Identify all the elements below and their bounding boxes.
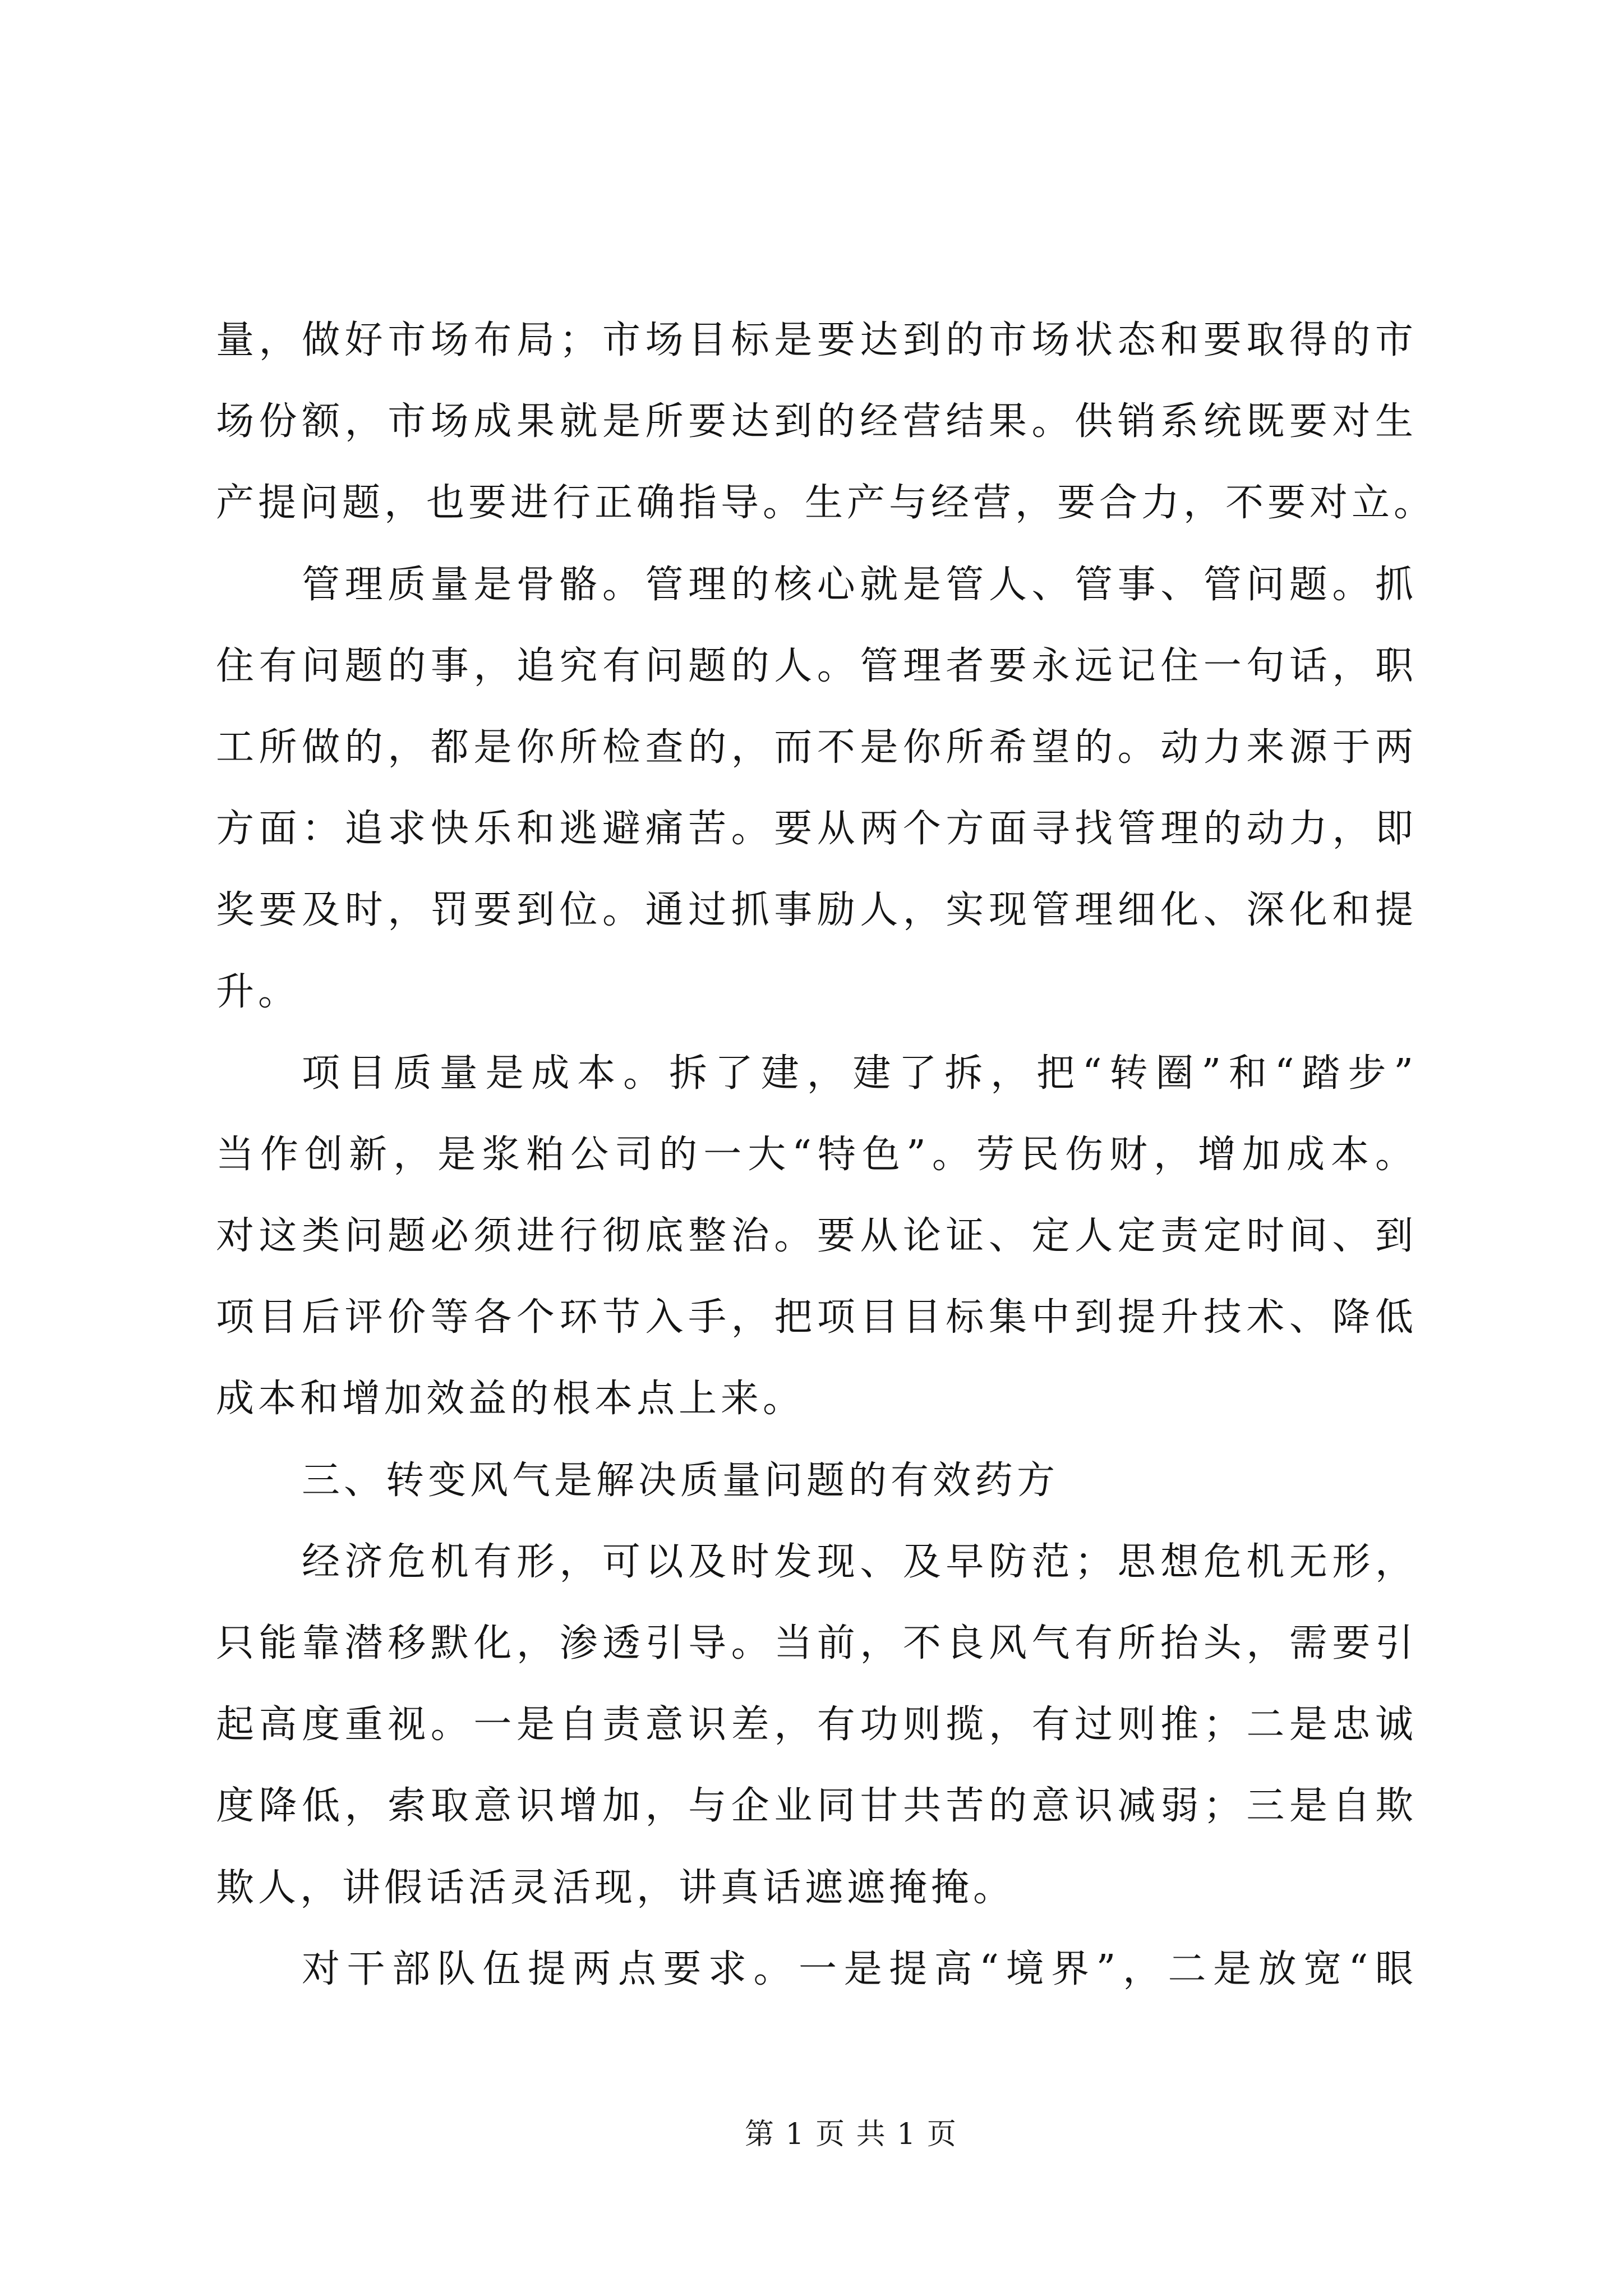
paragraph-first-line: 对干部队伍提两点要求。一是提高“境界”，二是放宽“眼 [302,1947,1417,1991]
paragraph-first-line: 经济危机有形，可以及时发现、及早防范；思想危机无形， [302,1539,1417,1584]
text-line: 度降低，索取意识增加，与企业同甘共苦的意识减弱；三是自欺 [216,1784,1417,1829]
page-number-footer: 第 1 页 共 1 页 [745,2118,957,2151]
text-line: 只能靠潜移默化，渗透引导。当前，不良风气有所抬头，需要引 [216,1621,1417,1665]
text-line: 方面：追求快乐和逃避痛苦。要从两个方面寻找管理的动力，即 [216,807,1417,852]
document-body [216,300,1436,2010]
paragraph-first-line: 项目质量是成本。拆了建，建了拆，把“转圈”和“踏步” [302,1051,1417,1096]
text-line: 产提问题，也要进行正确指导。生产与经营，要合力，不要对立。 [216,481,1436,526]
paragraph-last-line: 欺人，讲假话活灵活现，讲真话遮遮掩掩。 [216,1865,1016,1910]
text-line: 住有问题的事，追究有问题的人。管理者要永远记住一句话，职 [216,643,1417,688]
text-line: 奖要及时，罚要到位。通过抓事励人，实现管理细化、深化和提 [216,888,1417,933]
paragraph-first-line: 管理质量是骨骼。管理的核心就是管人、管事、管问题。抓 [302,562,1417,607]
text-line: 起高度重视。一是自责意识差，有功则揽，有过则推；二是忠诚 [216,1703,1417,1747]
text-line: 当作创新，是浆粕公司的一大“特色”。劳民伤财，增加成本。 [216,1132,1417,1177]
paragraph-last-line: 成本和增加效益的根本点上来。 [216,1377,805,1421]
text-line: 工所做的，都是你所检查的，而不是你所希望的。动力来源于两 [216,725,1417,770]
text-line: 场份额，市场成果就是所要达到的经营结果。供销系统既要对生 [216,399,1417,444]
section-heading: 三、转变风气是解决质量问题的有效药方 [302,1458,1059,1503]
text-line: 项目后评价等各个环节入手，把项目目标集中到提升技术、降低 [216,1295,1417,1340]
text-line: 量，做好市场布局；市场目标是要达到的市场状态和要取得的市 [216,318,1417,362]
paragraph-last-line: 升。 [216,969,301,1014]
text-line: 对这类问题必须进行彻底整治。要从论证、定人定责定时间、到 [216,1214,1417,1259]
